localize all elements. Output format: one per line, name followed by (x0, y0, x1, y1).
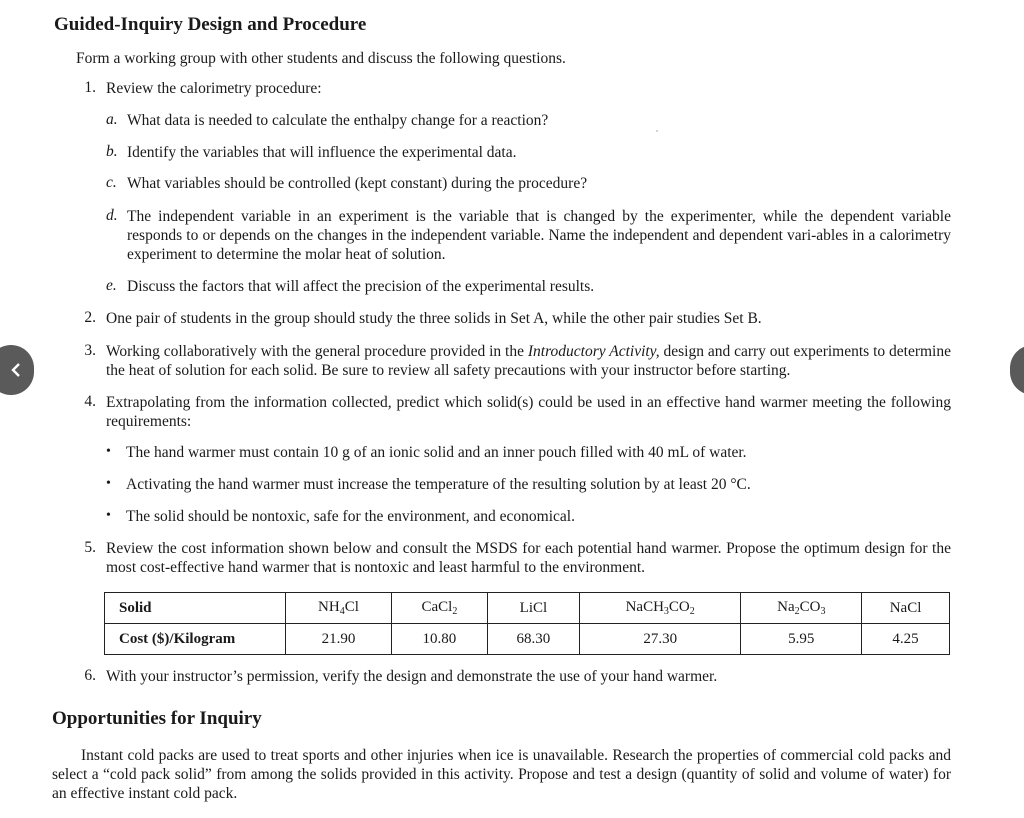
q4-bullet-1: The hand warmer must contain 10 g of an ionic solid and an inner pouch filled with 40 mL of water. (126, 444, 747, 461)
q5-text: Review the cost information shown below and consult the MSDS for each potential hand warmer. Propose the optimum design for the most cost-effective hand warmer that is nontoxic and least harmful to the environment. (106, 540, 951, 576)
q3-text (106, 342, 951, 380)
q2-number: 2. (84, 309, 96, 326)
q4-number: 4. (84, 393, 96, 410)
q4-bullet-3: The solid should be nontoxic, safe for the environment, and economical. (126, 508, 575, 525)
solid-cacl2: CaCl$_2$ (391, 593, 487, 624)
q6-number: 6. (84, 667, 96, 684)
cost-nacl: 4.25 (862, 624, 950, 655)
q1e-text: Discuss the factors that will affect the precision of the experimental results. (127, 278, 595, 295)
bullet-icon: • (106, 444, 111, 459)
q1c-text: What variables should be controlled (kept constant) during the procedure? (127, 175, 588, 192)
q3-text-before: Working collaboratively with the general procedure provided in the (106, 343, 528, 360)
q1c-letter: c. (106, 174, 117, 191)
next-page-button[interactable] (1010, 345, 1024, 395)
q2-text: One pair of students in the group should study the three solids in Set A, while the other pair studies Set B. (106, 310, 762, 327)
cost-table (104, 592, 950, 655)
q1a-text: What data is needed to calculate the enthalpy change for a reaction? (127, 112, 549, 129)
intro-text: Form a working group with other students and discuss the following questions. (76, 50, 566, 67)
solid-header: Solid (105, 593, 286, 624)
solid-nacl: NaCl (862, 593, 950, 624)
q3-italic-title: Introductory Activity, (527, 343, 660, 360)
q1-text: Review the calorimetry procedure: (106, 80, 322, 97)
cost-licl: 68.30 (487, 624, 579, 655)
cost-header: Cost ($)/Kilogram (105, 624, 286, 655)
solid-nach3co2: $NaCH_3CO_2$ (579, 593, 741, 624)
section-title-guided-inquiry: Guided-Inquiry Design and Procedure (54, 14, 367, 35)
cost-nh4cl: 21.90 (286, 624, 392, 655)
q1d-letter: d. (106, 207, 118, 224)
scan-speck (656, 130, 658, 132)
q6-text: With your instructor’s permission, verify the design and demonstrate the use of your hand warmer. (106, 668, 718, 685)
q3-number: 3. (84, 342, 96, 359)
q1d-text: The independent variable in an experiment is the variable that is changed by the experimenter, while the dependent variable responds to or depends on the changes in the independent variable. Name the independent and dependent vari-ables in a calorimetry experiment to determine the molar heat of solution. (127, 208, 951, 263)
bullet-icon: • (106, 476, 111, 491)
q1-number: 1. (84, 79, 96, 96)
q1e-letter: e. (106, 277, 117, 294)
cost-na2co3: 5.95 (741, 624, 862, 655)
q1b-letter: b. (106, 143, 118, 160)
q5-number: 5. (84, 539, 96, 556)
cost-nach3co2: 27.30 (579, 624, 741, 655)
solid-licl: LiCl (487, 593, 579, 624)
inquiry-text: Instant cold packs are used to treat sports and other injuries when ice is unavailable. Research the properties of commercial cold packs and select a “cold pack solid” from among the solids provided in this activity. Propose and test a design (quantity of solid and volume of water) for an effective instant cold pack. (52, 747, 951, 802)
solid-row (105, 593, 950, 624)
cost-row (105, 624, 950, 655)
solid-nh4cl: $NH_4Cl$ (286, 593, 392, 624)
solid-na2co3: $Na_2CO_3$ (741, 593, 862, 624)
chevron-left-icon (9, 362, 23, 378)
q1b-text: Identify the variables that will influence the experimental data. (127, 144, 517, 161)
q4-bullet-2: Activating the hand warmer must increase the temperature of the resulting solution by at least 20 °C. (126, 476, 751, 493)
cost-cacl2: 10.80 (391, 624, 487, 655)
q3-text-after: design and carry out experiments to determine the heat of solution for each solid. Be sure to review all safety precautions with your instructor before starting. (106, 343, 951, 379)
prev-page-button[interactable] (0, 345, 34, 395)
q4-text: Extrapolating from the information collected, predict which solid(s) could be used in an effective hand warmer meeting the following requirements: (106, 394, 951, 430)
q1a-letter: a. (106, 111, 118, 128)
bullet-icon: • (106, 508, 111, 523)
section-title-opportunities: Opportunities for Inquiry (52, 708, 262, 729)
